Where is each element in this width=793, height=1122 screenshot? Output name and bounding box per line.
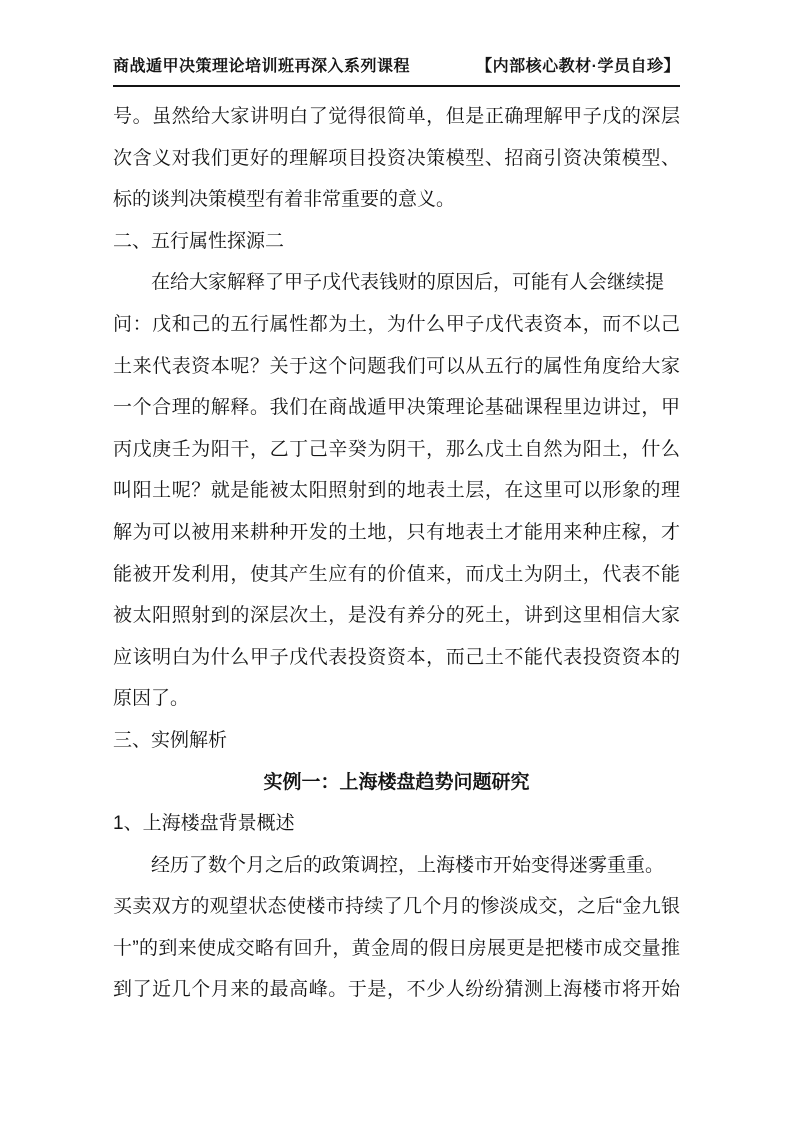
section-heading: 1、上海楼盘背景概述: [113, 813, 295, 835]
text-line: 土来代表资本呢？关于这个问题我们可以从五行的属性角度给大家: [113, 355, 680, 377]
text-line: 到了近几个月来的最高峰。于是，不少人纷纷猜测上海楼市将开始: [113, 979, 680, 1001]
text-line: 解为可以被用来耕种开发的土地，只有地表土才能用来种庄稼，才: [113, 521, 680, 543]
text-line: 丙戊庚壬为阳干，乙丁己辛癸为阴干，那么戊土自然为阳土，什么: [113, 438, 680, 460]
header-material-badge: 【内部核心教材·学员自珍】: [476, 58, 680, 75]
section-heading: 三、实例解析: [113, 729, 228, 751]
text-line: 被太阳照射到的深层次土，是没有养分的死土，讲到这里相信大家: [113, 605, 680, 627]
text-line: 原因了。: [113, 688, 190, 710]
section-heading: 二、五行属性探源二: [113, 230, 285, 252]
text-line: 在给大家解释了甲子戊代表钱财的原因后，可能有人会继续提: [151, 272, 665, 294]
text-line: 问：戊和己的五行属性都为土，为什么甲子戊代表资本，而不以己: [113, 313, 680, 335]
example-title: 实例一：上海楼盘趋势问题研究: [263, 771, 530, 793]
text-line: 经历了数个月之后的政策调控，上海楼市开始变得迷雾重重。: [151, 854, 665, 876]
text-line: 一个合理的解释。我们在商战遁甲决策理论基础课程里边讲过，甲: [113, 397, 680, 419]
text-line: 标的谈判决策模型有着非常重要的意义。: [113, 189, 456, 211]
document-body: [113, 88, 680, 1011]
text-line: 能被开发利用，使其产生应有的价值来，而戊土为阴土，代表不能: [113, 563, 680, 585]
text-line: 十”的到来使成交略有回升，黄金周的假日房展更是把楼市成交量推: [113, 937, 680, 959]
header-course-title: 商战遁甲决策理论培训班再深入系列课程: [113, 58, 411, 75]
text-line: 号。虽然给大家讲明白了觉得很简单，但是正确理解甲子戊的深层: [113, 106, 680, 127]
text-line: 买卖双方的观望状态使楼市持续了几个月的惨淡成交，之后“金九银: [113, 896, 680, 918]
text-line: 叫阳土呢？就是能被太阳照射到的地表土层，在这里可以形象的理: [113, 480, 680, 502]
page-header: [113, 0, 680, 87]
text-line: 应该明白为什么甲子戊代表投资资本，而己土不能代表投资资本的: [113, 646, 680, 668]
text-line: 次含义对我们更好的理解项目投资决策模型、招商引资决策模型、: [113, 147, 680, 169]
